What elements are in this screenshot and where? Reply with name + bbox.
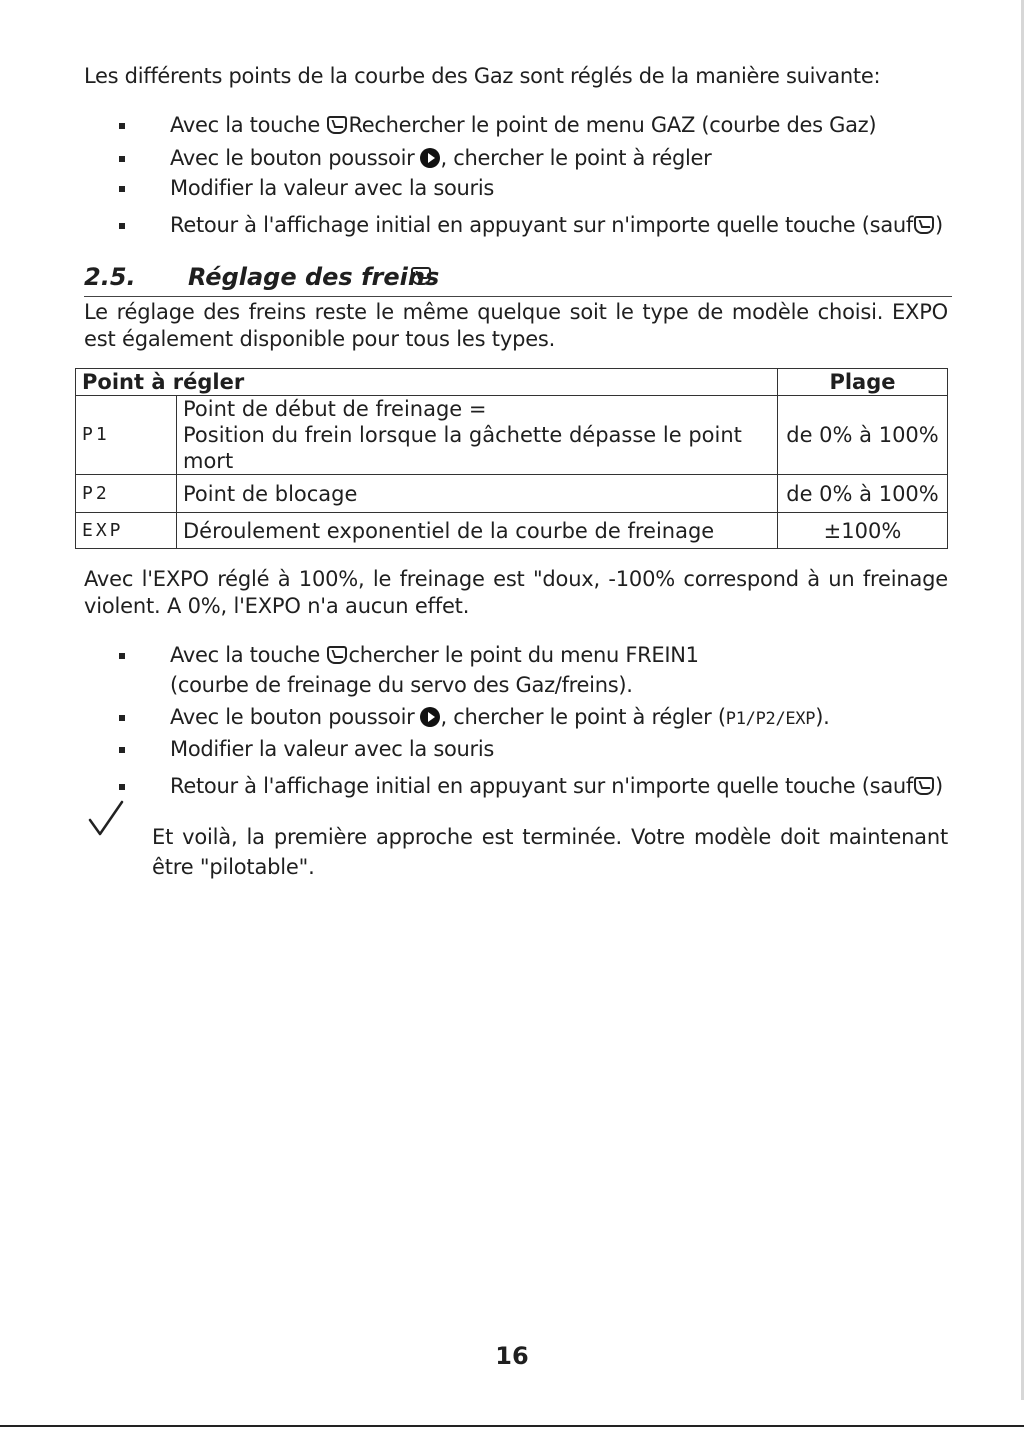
list-item: Avec le bouton poussoir , chercher le point à régler [84, 143, 964, 173]
push-button-icon [420, 148, 440, 168]
section-title: Réglage des freins [188, 263, 440, 291]
menu-key-icon [411, 267, 431, 285]
table-row [76, 396, 948, 475]
section-heading [84, 262, 952, 297]
menu-key-icon [914, 777, 934, 795]
final-note: Et voilà, la première approche est terminée. Votre modèle doit maintenant être "pilotable". [152, 825, 948, 879]
page-number: 16 [495, 1342, 529, 1370]
table-row [76, 475, 948, 513]
row-description: Point de blocage [177, 475, 778, 513]
row-range: ±100% [778, 513, 948, 549]
push-button-icon [420, 707, 440, 727]
section-intro: Le réglage des freins reste le même quelque soit le type de modèle choisi. EXPO est également disponible pour tous les types. [84, 300, 948, 351]
list-item: Avec le bouton poussoir , chercher le point à régler (P1/P2/EXP). [84, 702, 964, 734]
list-item: Avec la touche chercher le point du menu FREIN1 (courbe de freinage du servo des Gaz/freins). [84, 640, 964, 700]
list-item: Retour à l'affichage initial en appuyant sur n'importe quelle touche (sauf ) [84, 771, 964, 801]
menu-key-icon [327, 646, 347, 664]
lcd-codes: P1/P2/EXP [725, 709, 816, 729]
lcd-code: P2 [76, 475, 177, 513]
header-point: Point à régler [76, 369, 778, 396]
intro-text: Les différents points de la courbe des Gaz sont réglés de la manière suivante: [84, 64, 881, 88]
frein-steps-list [84, 640, 964, 801]
gaz-steps-list [84, 110, 964, 240]
expo-explanation: Avec l'EXPO réglé à 100%, le freinage est "doux, -100% correspond à un freinage violent. A 0%, l'EXPO n'a aucun effet. [84, 567, 948, 618]
page-bottom-edge [0, 1425, 1024, 1427]
list-item: Retour à l'affichage initial en appuyant sur n'importe quelle touche (sauf ) [84, 210, 964, 240]
menu-key-icon [914, 216, 934, 234]
list-item: Avec la touche Rechercher le point de menu GAZ (courbe des Gaz) [84, 110, 964, 140]
brake-settings-table [75, 368, 948, 549]
row-description: Point de début de freinage = Position du frein lorsque la gâchette dépasse le point mort [177, 396, 778, 475]
row-range: de 0% à 100% [778, 475, 948, 513]
list-item: Modifier la valeur avec la souris [84, 734, 964, 764]
lcd-code: EXP [76, 513, 177, 549]
checkmark-icon [88, 800, 124, 836]
menu-key-icon [327, 116, 347, 134]
row-range: de 0% à 100% [778, 396, 948, 475]
table-row [76, 513, 948, 549]
section-number: 2.5. [84, 263, 136, 291]
list-item: Modifier la valeur avec la souris [84, 173, 964, 203]
header-range: Plage [778, 369, 948, 396]
table-header-row [76, 369, 948, 396]
lcd-code: P1 [76, 396, 177, 475]
row-description: Déroulement exponentiel de la courbe de freinage [177, 513, 778, 549]
